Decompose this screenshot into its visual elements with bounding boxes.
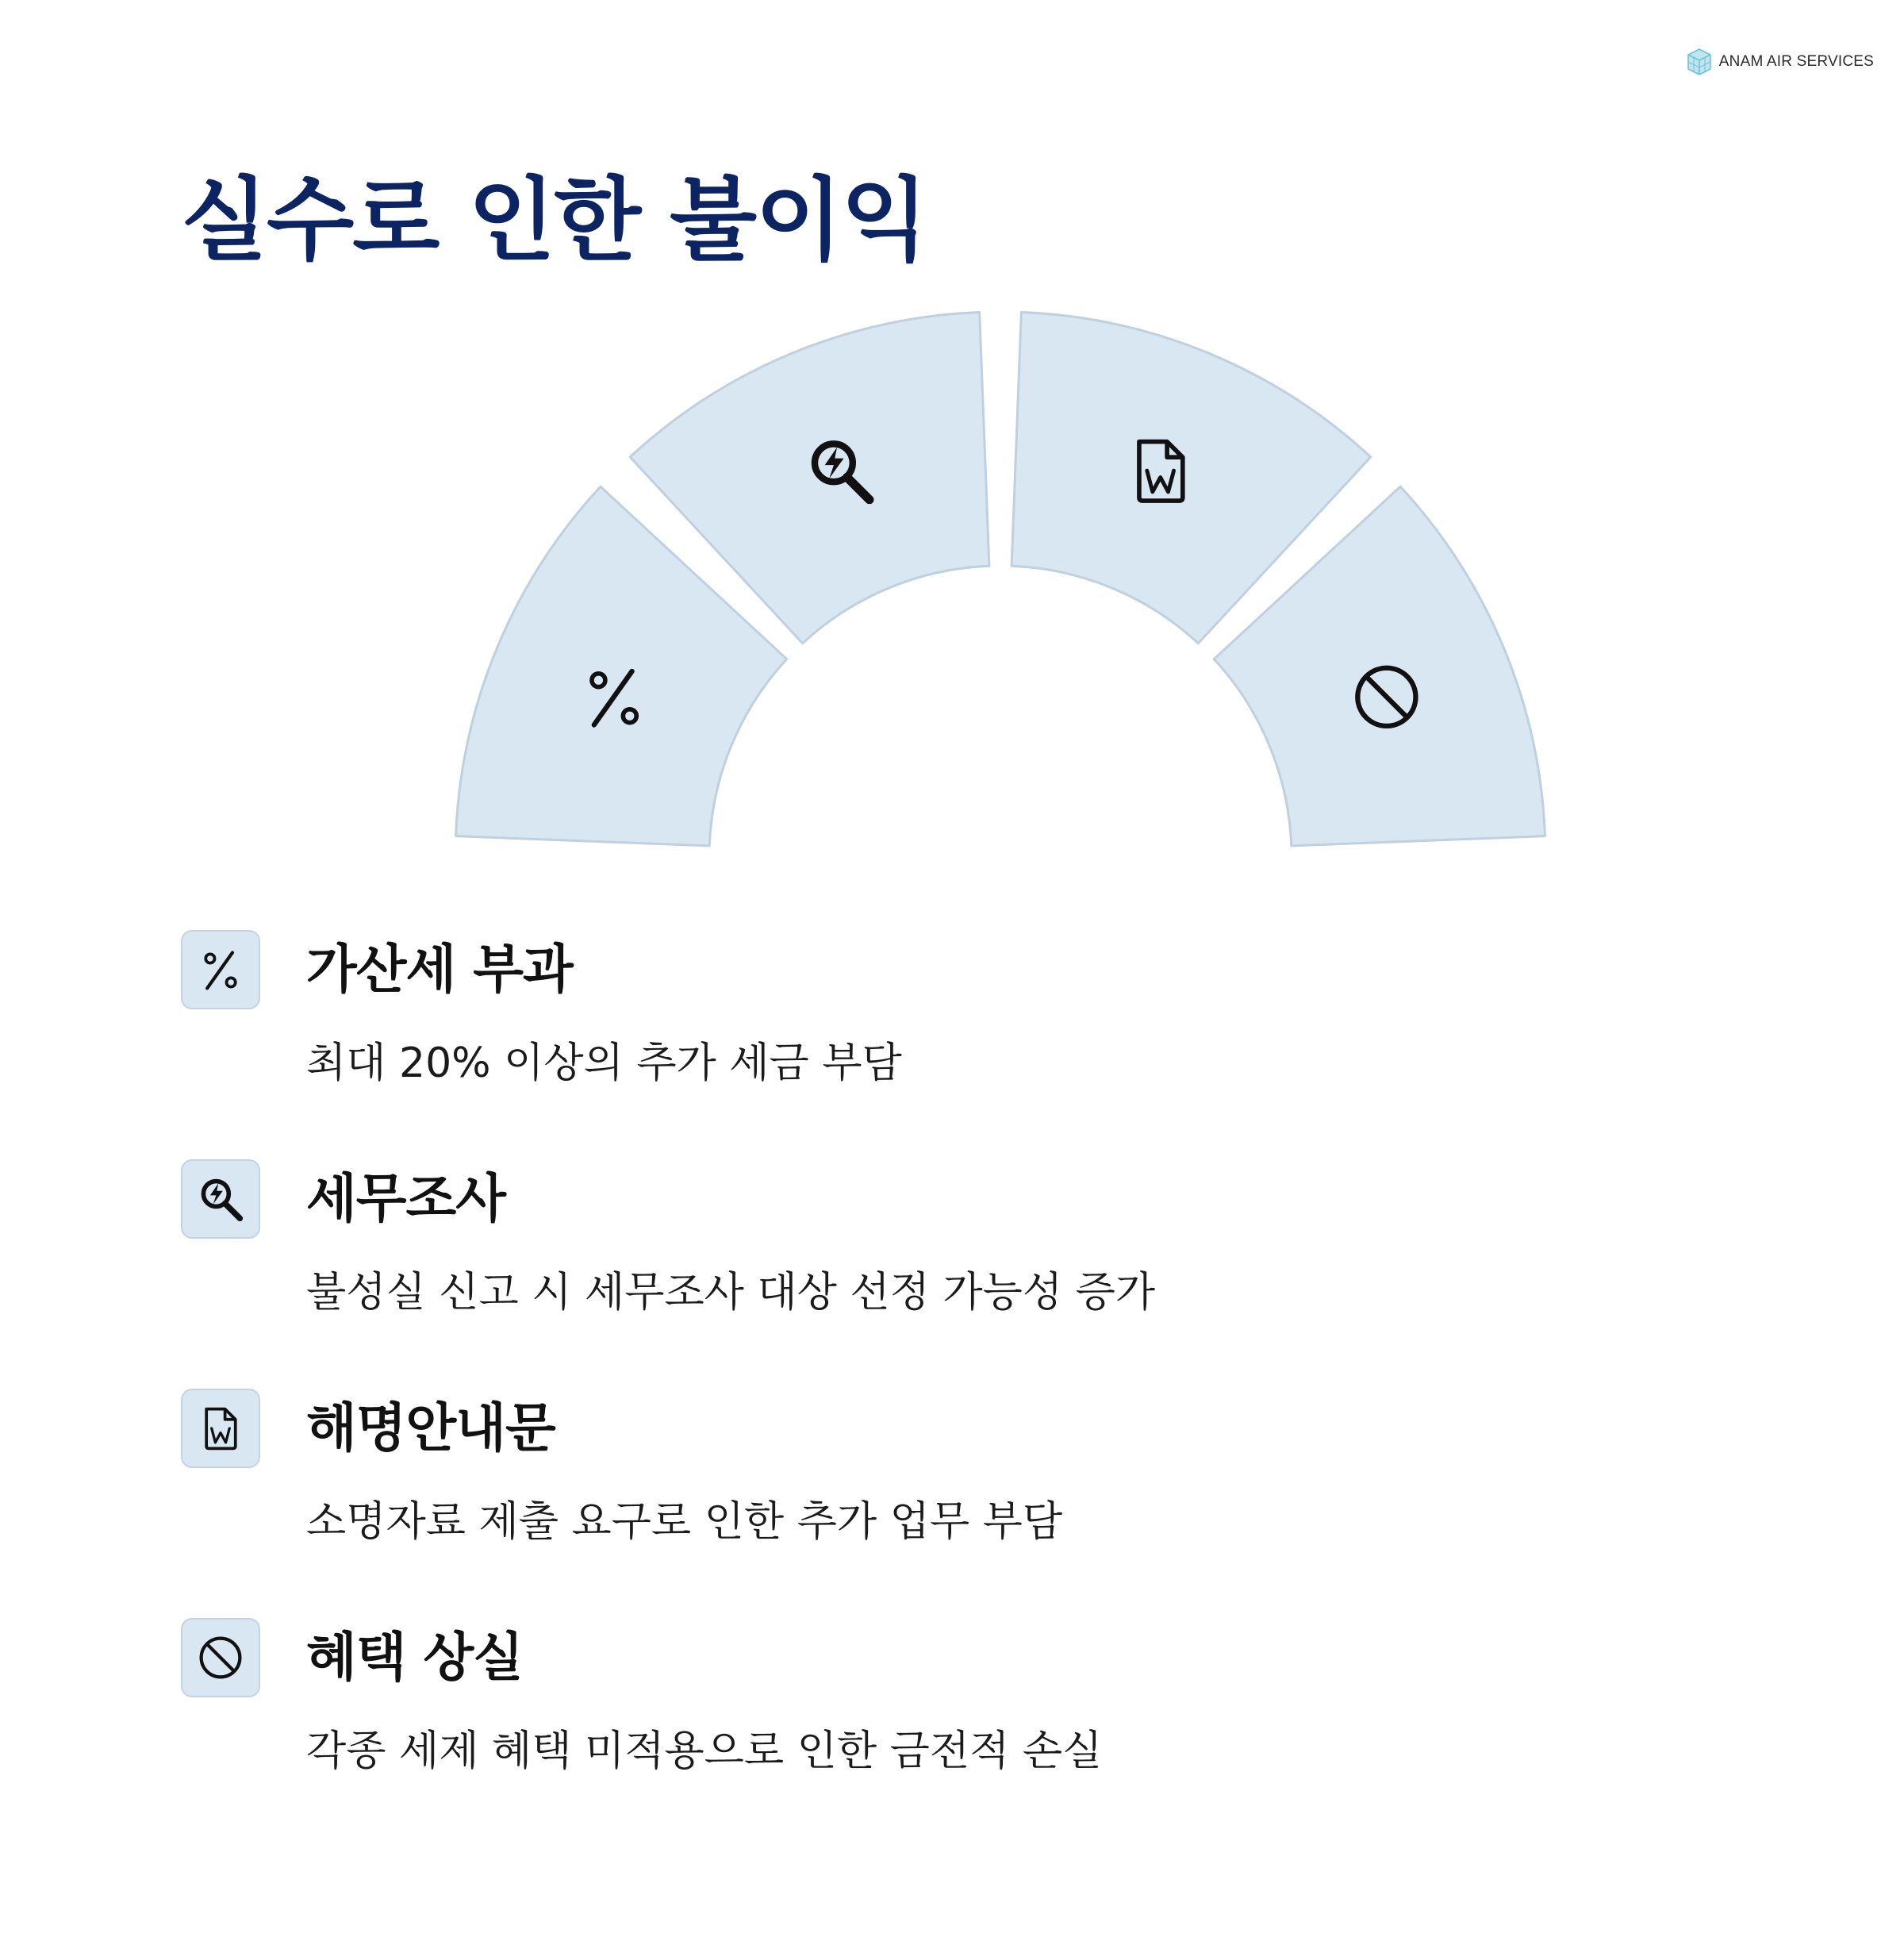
- item-desc: 소명자료 제출 요구로 인한 추가 업무 부담: [306, 1498, 1063, 1546]
- item-title: 세무조사: [306, 1168, 506, 1229]
- magnifier-lightning-icon: [197, 1175, 244, 1223]
- item-desc: 각종 세제 혜택 미적용으로 인한 금전적 손실: [306, 1727, 1103, 1775]
- item-desc: 불성실 신고 시 세무조사 대상 선정 가능성 증가: [306, 1269, 1156, 1316]
- semicircle-diagram: [0, 0, 1904, 889]
- brand-name: ANAM AIR SERVICES: [1718, 53, 1874, 70]
- prohibited-icon: [197, 1634, 244, 1681]
- item-icon-box: [181, 930, 260, 1009]
- item-title: 해명안내문: [306, 1397, 555, 1458]
- percent-icon: [197, 946, 244, 993]
- word-document-icon: [197, 1405, 244, 1452]
- item-icon-box: [181, 1159, 260, 1239]
- item-icon-box: [181, 1389, 260, 1468]
- item-icon-box: [181, 1618, 260, 1697]
- item-title: 가산세 부과: [306, 939, 573, 1000]
- item-desc: 최대 20% 이상의 추가 세금 부담: [306, 1040, 902, 1087]
- item-title: 혜택 상실: [306, 1627, 524, 1688]
- page-title: 실수로 인한 불이익: [181, 167, 927, 273]
